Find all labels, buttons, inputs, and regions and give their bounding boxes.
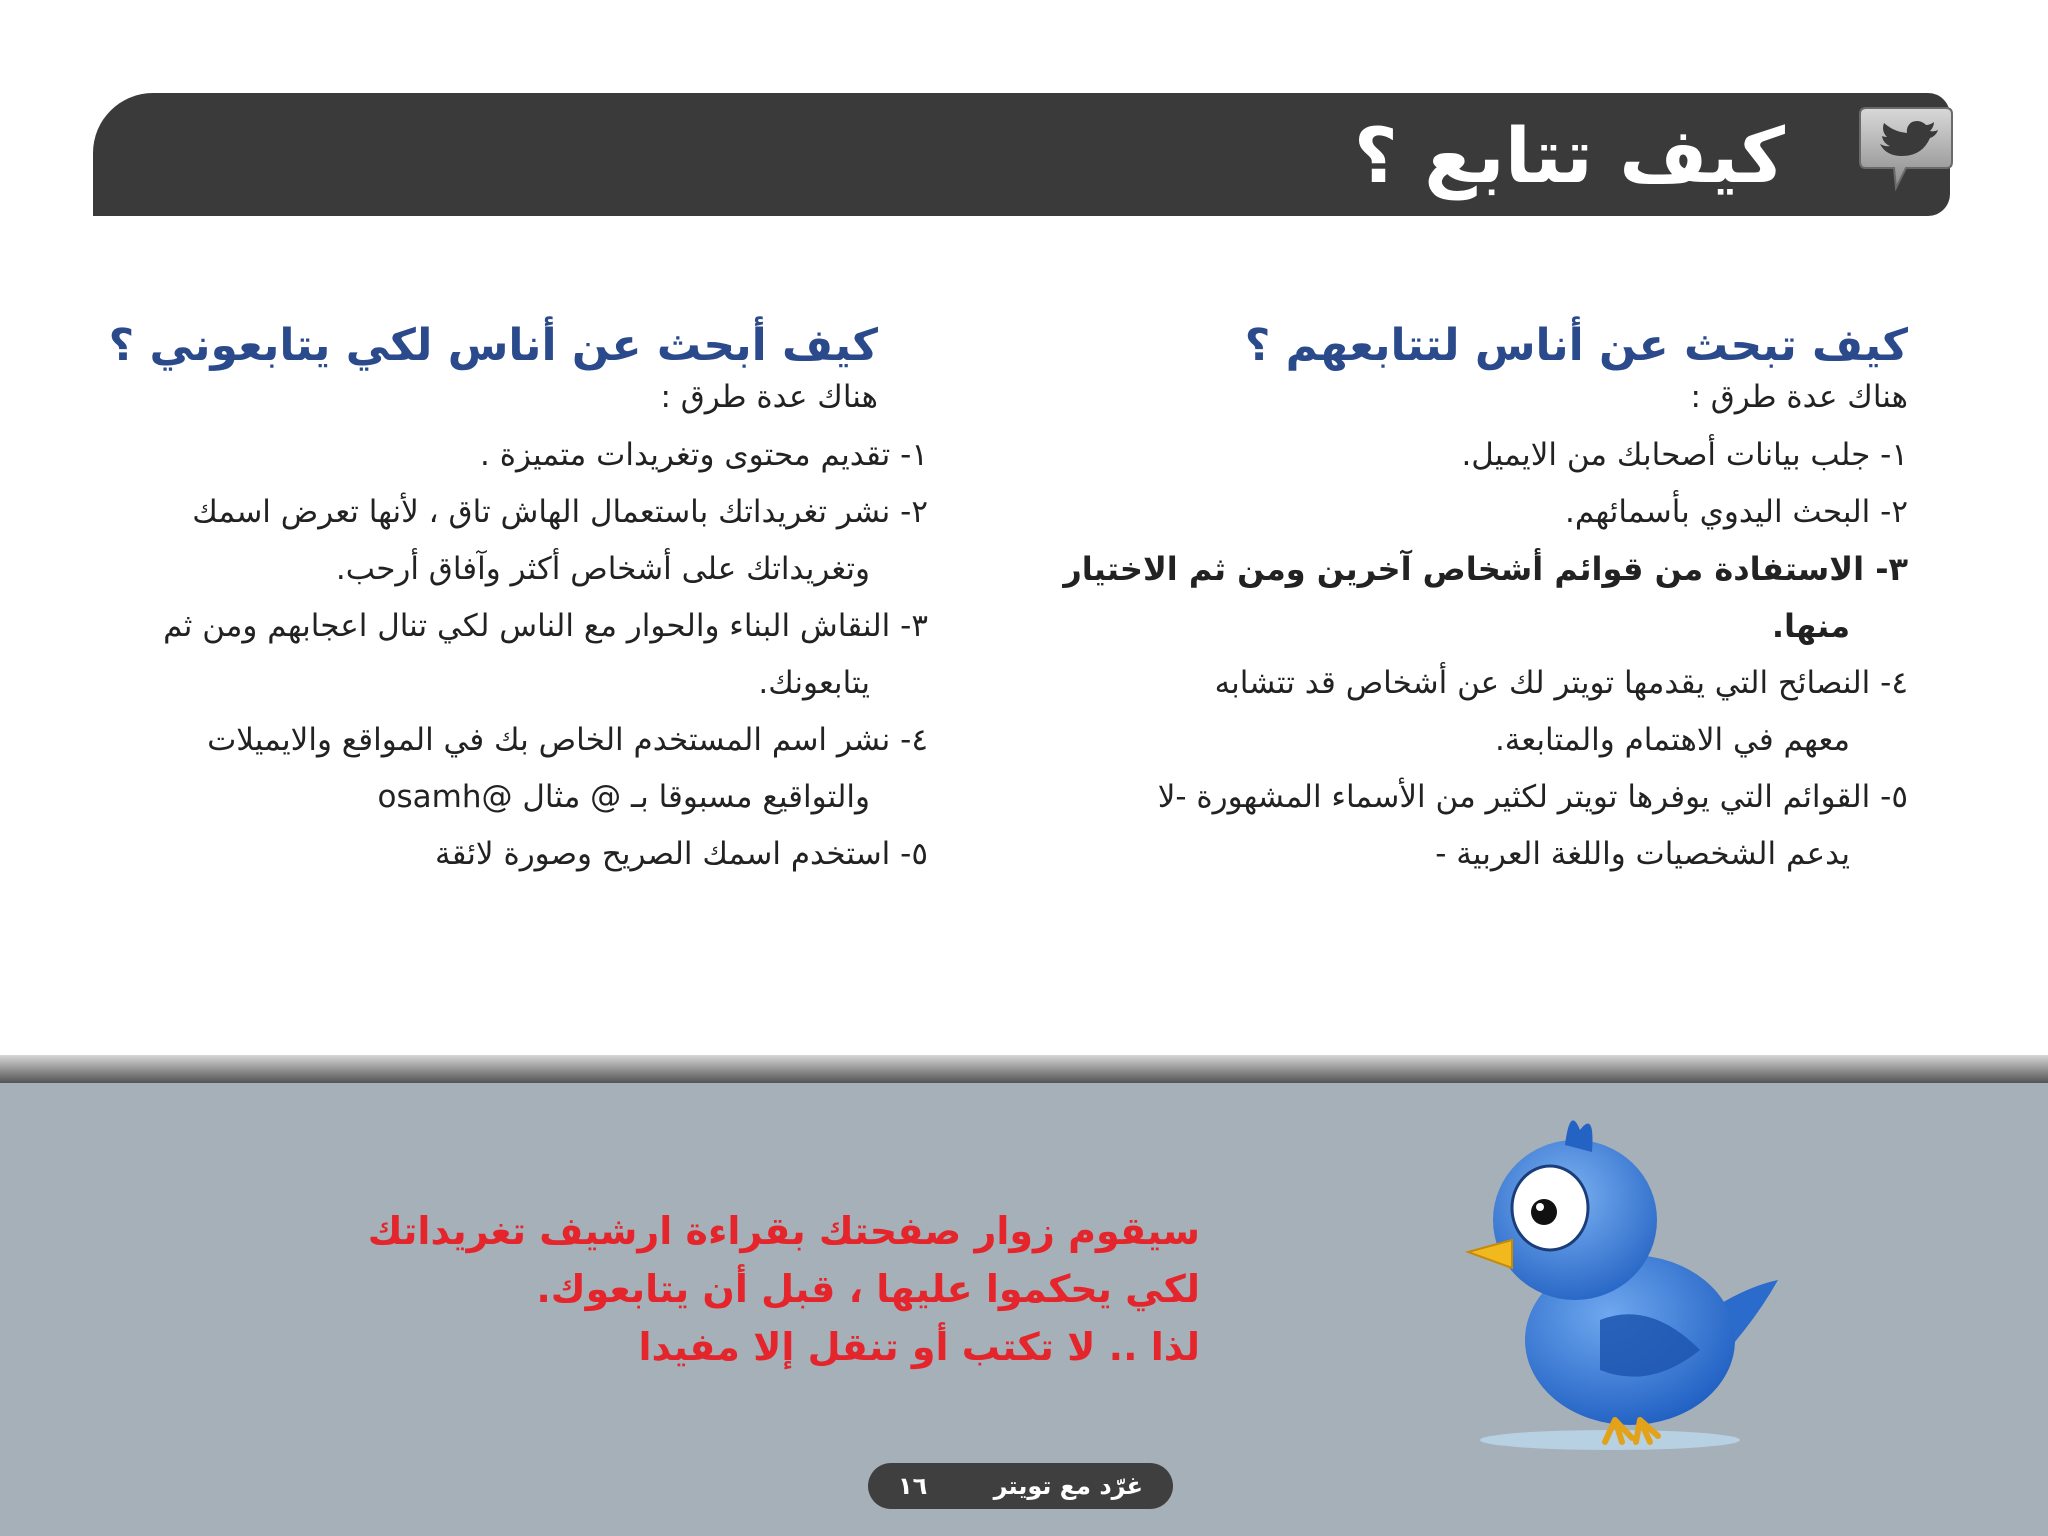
list-item: ٥- القوائم التي يوفرها تويتر لكثير من الأسماء المشهورة -لا يدعم الشخصيات واللغة العربية -: [1157, 779, 1908, 872]
list-item: ٤- نشر اسم المستخدم الخاص بك في المواقع والايميلات والتواقيع مسبوقا بـ @ مثال @osamh: [207, 722, 928, 815]
left-column-title: كيف أبحث عن أناس لكي يتابعوني ؟: [108, 320, 878, 371]
list-item: ١- تقديم محتوى وتغريدات متميزة .: [480, 437, 928, 473]
left-column: [78, 320, 928, 883]
right-column-title: كيف تبحث عن أناس لتتابعهم ؟: [1244, 320, 1908, 371]
warning-line: سيقوم زوار صفحتك بقراءة ارشيف تغريداتك: [367, 1209, 1200, 1253]
page-number: ١٦: [898, 1472, 928, 1500]
left-column-intro: هناك عدة طرق :: [660, 379, 878, 415]
list-item: ٢- البحث اليدوي بأسمائهم.: [1564, 494, 1908, 530]
list-item: ٢- نشر تغريداتك باستعمال الهاش تاق ، لأنها تعرض اسمك وتغريداتك على أشخاص أكثر وآفاق أرحب.: [192, 494, 928, 587]
page-title: كيف تتابع ؟: [1353, 111, 1785, 200]
blue-bird-illustration-icon: [1400, 1090, 1800, 1460]
book-title: غرّد مع تويتر: [993, 1472, 1143, 1500]
footer-bar: [868, 1463, 1173, 1509]
right-column-intro: هناك عدة طرق :: [1690, 379, 1908, 415]
list-item: ٣- النقاش البناء والحوار مع الناس لكي تنال اعجابهم ومن ثم يتابعونك.: [163, 608, 928, 701]
warning-note: [367, 1202, 1200, 1376]
right-column-list: [1028, 427, 1908, 883]
bottom-divider: [0, 1055, 2048, 1085]
warning-line: لذا .. لا تكتب أو تنقل إلا مفيدا: [638, 1325, 1200, 1369]
list-item: ٤- النصائح التي يقدمها تويتر لك عن أشخاص قد تتشابه معهم في الاهتمام والمتابعة.: [1214, 665, 1908, 758]
right-column: [1028, 320, 1908, 883]
left-column-list: [78, 427, 928, 883]
list-item: ١- جلب بيانات أصحابك من الايميل.: [1461, 437, 1908, 473]
warning-line: لكي يحكموا عليها ، قبل أن يتابعوك.: [536, 1267, 1200, 1311]
list-item: ٥- استخدم اسمك الصريح وصورة لائقة: [435, 836, 928, 872]
list-item: ٣- الاستفادة من قوائم أشخاص آخرين ومن ثم الاختيار منها.: [1063, 550, 1908, 645]
twitter-bird-badge-icon: [1856, 100, 1956, 196]
